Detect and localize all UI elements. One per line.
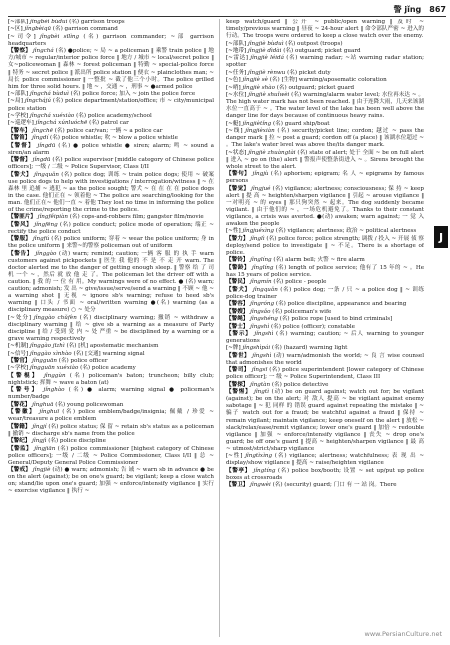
entry-headword: [~水位] [226, 92, 247, 99]
entry-headword: 【警力】 [226, 235, 249, 242]
entry-headword: 【警徽】 [8, 409, 37, 416]
entry-definition: (名) garrison troops [69, 19, 125, 25]
entry-definition: (名) vigilance; alertness; watchfulness; 表 现 出 ~ display/show vigilance ‖ 提高 ~ raise/heighten vigilance [226, 453, 424, 467]
entry-headword: 【警亭】 [226, 467, 252, 474]
entry-pinyin: jǐngbèiqū [24, 26, 52, 33]
entry-pinyin: jǐnghào [43, 387, 65, 394]
entry-headword: [~任务] [226, 69, 247, 76]
dictionary-entry [226, 382, 424, 389]
entry-pinyin: jǐngjiè sè [242, 77, 268, 84]
entry-pinyin: jǐnggào xìnhào [30, 350, 72, 357]
entry-headword: [~部队] [8, 19, 29, 25]
entry-definition: (名) police department/station/office; 市 ~ city/municipal police station [8, 98, 214, 112]
dictionary-entry [226, 77, 424, 84]
dictionary-entry [226, 309, 424, 316]
entry-headword: 【警世】 [226, 352, 251, 359]
dictionary-entry [226, 331, 424, 345]
entry-headword: 【警察】 [8, 48, 31, 55]
entry-pinyin: jǐngjù [252, 171, 269, 178]
right-column [226, 19, 424, 637]
entry-definition: (名) ●police; ~ 局 ~ a policeman ‖ 乘警 train police ‖ 地方/城市 ~ regular/interior police force ‖ 地方 / 城市 ~ local/secret police ‖ 女~policewoman ‖ 森林 ~ forest policeman ‖ 特勤 ~ special-police force ‖ 特务 ~ secret police ‖ 派出所 police station ‖ 便衣 ~ plainclothes man; ~ 局长 police commissioner ‖ 一整批 ~ 截了他三个小时。The police grilled him for three solid hours. ‖ 地 ~ ，交通 ~ ，刑事 ~ ●armed police [8, 48, 214, 90]
entry-headword: 【警犬】 [226, 286, 251, 293]
entry-headword: [~色] [226, 77, 241, 84]
entry-headword: 【警督】 [8, 157, 31, 164]
entry-definition: (名) police academy/school [76, 112, 152, 119]
page-number: 867 [429, 4, 446, 14]
dictionary-entry [8, 351, 214, 358]
dictionary-entry [8, 446, 214, 467]
dictionary-entry [226, 70, 424, 77]
entry-headword: 【警卫】 [226, 482, 249, 489]
entry-definition: (名) disciplinary warning; 撤销 ~ withdraw a disciplinary warning ‖ 给 ~ give sb a warning as a measure of Party discipline ‖ 给 / 受到 党 内 ~ 处 严重 ~ be disciplined by a warning or a grave warning respectively [8, 314, 214, 342]
entry-headword: 【警觉】 [226, 185, 250, 192]
entry-pinyin: jǐngshì [254, 331, 274, 337]
entry-pinyin: jǐngjué [251, 185, 271, 192]
entry-headword: [~线] [226, 128, 243, 135]
entry-pinyin: jǐnglì [250, 235, 265, 242]
entry-definition: (名) police - people [273, 279, 327, 286]
dictionary-entry [226, 41, 424, 48]
entry-headword: 【警车】 [8, 127, 31, 134]
dictionary-entry [8, 373, 214, 387]
entry-definition: (名) [机] apostematic mechanism [66, 343, 159, 350]
entry-definition: (名) police emblem/badge/insignia; 佩戴 / 珍爱 ~ wear/treasure a police emblem [8, 409, 214, 423]
dictionary-entry [8, 19, 214, 26]
entry-pinyin: jǐngshì [250, 323, 270, 330]
entry-definition: (名) ● alarm; warning signal ● policeman's number/badge [8, 387, 214, 401]
dictionary-entry [226, 279, 424, 286]
watermark: www.PersianCulture.net [364, 630, 442, 638]
entry-definition: (名) vigilance; alertness; 政治 ~ political alertness [275, 228, 417, 235]
entry-headword: 【警司】 [226, 367, 250, 374]
entry-headword: [~信号] [8, 350, 29, 357]
entry-headword: [~部队] [226, 40, 247, 47]
dictionary-entry [8, 251, 214, 314]
dictionary-entry [8, 365, 214, 372]
entry-definition: (名) patrol car [89, 120, 129, 127]
dictionary-entry [226, 265, 424, 279]
entry-definition: (动) warn/admonish the world; ~ 良 言 wise counsel that admonishes the world [226, 352, 424, 366]
entry-definition: (名) outpost (troops) [285, 40, 343, 47]
entry-headword: [~性] [226, 228, 241, 235]
dictionary-entry [226, 316, 424, 323]
entry-definition: (名) policeman's baton; truncheon; billy club; nightstick; 挥舞 ~ wave a baton (at) [8, 372, 214, 386]
entry-pinyin: jǐngjiè rènwu [248, 69, 286, 76]
entry-definition: (名) cops-and-robbers film; gangster film/movie [69, 214, 204, 221]
entry-definition: (名) picket duty [287, 69, 331, 76]
entry-definition: (名) police force; 加入 ~ join the police force [70, 91, 196, 98]
entry-pinyin: jǐngfú [32, 236, 50, 243]
entry-pinyin: jǐnggào jīzhì [30, 343, 65, 350]
dictionary-entry [226, 48, 424, 55]
entry-pinyin: jǐngróng [250, 301, 275, 308]
dictionary-entry [226, 389, 424, 452]
entry-headword: [~哨] [226, 84, 241, 91]
entry-definition: (名) outguard; picket guard [276, 84, 355, 91]
entry-headword: 【警告】 [8, 250, 33, 257]
entry-definition: (名) police whistle; 吹 ~ blow a police whistle [50, 135, 178, 142]
entry-pinyin: jǐngchá [32, 48, 54, 55]
entry-headword: [~学校] [8, 365, 29, 372]
dictionary-entry [8, 128, 214, 135]
entry-pinyin: jǐngdū [32, 157, 51, 164]
entry-headword: [~局] [8, 98, 23, 105]
entry-definition: (名) police superintendent [lower category of Chinese police officer]; 一 级 ~ Police Superintendent, Class III [226, 367, 424, 381]
entry-headword: [~部队] [8, 91, 29, 98]
entry-pinyin: jǐngguān xuéxiào [30, 365, 79, 372]
dictionary-entry [8, 402, 214, 409]
dictionary-entry [226, 121, 424, 128]
entry-definition: (名) police detective [271, 381, 329, 388]
entry-headword: 【警戒】 [8, 467, 31, 474]
entry-definition: (名) length of police service; 他有了 15 年的 ~ 。He has 15 years of police service. [226, 264, 424, 278]
entry-pinyin: jǐnglíng [250, 257, 272, 264]
dictionary-entry [8, 343, 214, 350]
entry-pinyin: jǐngchájú [24, 98, 51, 105]
dictionary-entry [8, 172, 214, 214]
entry-definition: (名) security/picket line; cordon; 越过 ~ pass the danger mark ‖ 拉 ~ post a guard; cordon off (a place) ‖ 该湖水位超过 ~ 。The lake's water level was above the/its danger mark. [226, 128, 424, 149]
entry-headword: 【警官】 [8, 358, 31, 365]
entry-headword: 【警民】 [226, 279, 249, 286]
entry-definition: (名) police rope [used to bind criminals] [279, 316, 393, 323]
entry-pinyin: jǐngbèi bùduì [30, 19, 68, 25]
dictionary-entry [8, 157, 214, 171]
dictionary-entry [226, 345, 424, 352]
dictionary-entry [8, 467, 214, 495]
entry-definition: (名) police uniform; 穿着 ~ wear the police uniform; 身 in the police uniform ‖ 来警~的警察 policeman out of uniform [8, 236, 214, 250]
dictionary-entry [8, 48, 214, 90]
entry-pinyin: jǐngsī [251, 367, 268, 374]
entry-pinyin: jǐngfěipiàn [37, 214, 68, 221]
entry-pinyin: jǐngtíng [253, 467, 276, 474]
entry-headword: [~艇] [226, 120, 241, 127]
entry-headword: 【警笛】 [8, 135, 31, 142]
entry-definition: (名) policeman's wife [272, 308, 332, 315]
dictionary-entry [226, 287, 424, 301]
entry-pinyin: jǐngchá xúnluóchē [35, 120, 88, 127]
dictionary-entry [226, 482, 424, 489]
entry-headword: [~雷达] [226, 55, 248, 62]
entry-headword: [~机制] [8, 343, 29, 350]
entry-headword: 【警纪】 [8, 438, 31, 445]
entry-pinyin: jǐngtì [254, 389, 269, 396]
entry-pinyin: jǐngchá xuéxiào [30, 112, 75, 119]
entry-pinyin: jǐnggào [35, 250, 57, 257]
dictionary-entry [8, 236, 214, 250]
entry-headword: 【警惕】 [226, 389, 252, 396]
entry-pinyin: jǐngdū [37, 142, 56, 149]
dictionary-entry [8, 358, 214, 365]
entry-pinyin: jǐngbèi sīlìng [40, 33, 80, 40]
dictionary-entry [226, 367, 424, 381]
entry-pinyin: jǐngfēng [34, 221, 58, 228]
dictionary-entry [8, 438, 214, 445]
entry-definition: (名) police academy [80, 365, 136, 372]
entry-pinyin: jǐngjí [32, 423, 47, 430]
entry-pinyin: jǐngjièxiàn [245, 128, 275, 135]
entry-pinyin: jǐngjiè bùduì [248, 40, 284, 47]
entry-definition: (名) young policewoman [55, 401, 124, 408]
entry-headword: 【警容】 [226, 301, 249, 308]
entry-definition: keep watch/guard ‖ 公开 ~ public/open warning ‖ 及时 ~ timely/previous warning ‖ 昼夜 ~ 24-hour alert ‖ 命令部队严密 ~ 进入的行动。The troops were ordered to keep a close watch over the enemy. [226, 19, 424, 40]
entry-headword: 【警风】 [8, 221, 33, 228]
entry-definition: (名) aphorism; epigram; 名 人 ~ epigrams by famous persons [226, 171, 424, 185]
entry-pinyin: jǐngchē [32, 127, 53, 134]
dictionary-entry [226, 468, 424, 482]
dictionary-entry [226, 55, 424, 69]
entry-pinyin: jǐngquǎn [253, 286, 278, 293]
entry-pinyin: jǐngwèi [250, 482, 271, 489]
entry-pinyin: jǐngguān [32, 358, 57, 365]
dictionary-entry [8, 113, 214, 120]
entry-definition: (名) police supervisor [middle category of Chinese police officers]; 一级 / 二级 ~ Police Supervisor, Class I/II [8, 157, 214, 171]
entry-pinyin: jǐngshìpái [242, 345, 271, 352]
entry-headword: 【警嫂】 [226, 308, 249, 315]
left-column [8, 19, 214, 637]
dictionary-entry [8, 135, 214, 142]
entry-definition: (名) police discipline, appearance and bearing [275, 301, 407, 308]
entry-pinyin: jǐngdí [32, 135, 49, 142]
dictionary-entry [8, 120, 214, 127]
entry-headword: 【警号】 [8, 387, 40, 394]
dictionary-entry [226, 236, 424, 257]
dictionary-entry [226, 128, 424, 149]
entry-headword: [~巡逻车] [8, 120, 34, 127]
entry-definition: (名) (hazard) warning light [271, 345, 348, 352]
entry-headword: 【警龄】 [226, 264, 250, 271]
entry-headword: [~区] [8, 26, 23, 33]
entry-pinyin: jǐngjuéxìng [242, 228, 274, 235]
entry-definition: (名) warning radar; ~站 warning radar station; spotter [226, 55, 424, 69]
entry-definition: (名) outguard; picket guard [283, 47, 361, 54]
entry-headword: 【警花】 [8, 401, 31, 408]
entry-definition: (名) police dog; 一条 / 只 ~ a police dog ‖ ~ 训练 police-dog trainer [226, 286, 424, 300]
entry-headword: 【警督】 [8, 142, 35, 149]
dictionary-entry [226, 85, 424, 92]
entry-definition: (名) police status; 保 留 ~ retain sb's status as a policeman ‖ 撤销 ~ discharge sb's name from the police [8, 423, 214, 437]
entry-pinyin: jǐngjiè shào [242, 84, 275, 91]
entry-definition: (名) warning/alarm water level; 水位再未达 ~ 。The high water mark has not been reached. ‖ 由于连降大雨，几天来该湖水位一直高于 ~ 。The water level of the lake has been well above the danger line for days because of continuous heavy rains. [226, 92, 424, 120]
entry-definition: (名) state of alert; 处于 全面 ~ be on full alert ‖ 进入 ~ go on (the) alert ‖ 警报声使整条街进入 ~ 。Sirens brought the whole street to the alert. [226, 149, 424, 170]
entry-headword: 【警句】 [226, 171, 251, 178]
entry-headword: [~牌] [226, 345, 241, 352]
entry-definition: (名) ● police whistle ● siren; alarm; 鸣 ~ sound a siren/an alarm [8, 142, 214, 156]
entry-definition: (名) garrison commander; ~部 garrison headquarters [8, 33, 214, 47]
entry-pinyin: jǐngshì [252, 352, 272, 359]
entry-pinyin: jǐngjiè dìdài [248, 47, 282, 54]
dictionary-entry [226, 150, 424, 171]
entry-headword: [~处分] [8, 314, 32, 321]
dictionary-entry [8, 315, 214, 343]
entry-headword: [~司令] [8, 33, 36, 40]
entry-pinyin: jǐngjiètǐng [242, 120, 272, 127]
entry-pinyin: jǐngjì [32, 438, 47, 445]
entry-definition: (名) police force; police strength; 调拨 / 投入 ~ 开展 侦 察 deploy/send police to investigate ‖ ~ 不足。There is a shortage of police. [226, 235, 424, 256]
entry-pinyin: jǐngjiè [32, 467, 51, 474]
letter-thumb-tab[interactable]: J [434, 226, 448, 248]
entry-pinyin: jǐnghuī [39, 409, 60, 416]
entry-pinyin: jǐngjiè zhuàngtài [248, 149, 296, 156]
entry-pinyin: jǐngsǎo [250, 308, 271, 315]
dictionary-entry [226, 171, 424, 185]
entry-headword: 【警棍】 [8, 372, 40, 379]
dictionary-entry [8, 26, 214, 33]
entry-pinyin: jǐngtìxìng [245, 453, 273, 460]
dictionary-entry [8, 214, 214, 221]
entry-definition: (名) [交通] warning signal [73, 350, 145, 357]
entry-headword: 【警绳】 [226, 316, 249, 323]
entry-definition: (名) police commissioner [highest category of Chinese police officers]; 一级 / 二级 ~ Police Commissioner, Class I/II ‖ 总 ~ General/Deputy General Police Commissioner [8, 445, 214, 466]
entry-definition: (名) police car/van; 一辆 ~ a police car [54, 127, 163, 134]
entry-pinyin: jǐnglíng [252, 264, 274, 271]
dictionary-entry [8, 409, 214, 423]
entry-headword: 【警犬】 [8, 171, 32, 178]
dictionary-entry [226, 453, 424, 467]
entry-definition: (名) police dog; 训练 ~ train police dogs; 使用 ~ 破案 use police dogs to help with investigations / interrogation/witness ‖ ~ 在 森林 里 追捕 ~ 逃犯 ~ as the police sought; 警犬 ~ 在 在 在 在 police dogs in the case. 他们正在 ~ 领着他 ~ The police are searching/looking for the man. 他们正在~ 他们一直 ~ 着他 They lost no time in informing the police of the crime/reporting the crime to the police. [8, 171, 214, 213]
entry-pinyin: jǐngjiè léidá [250, 55, 284, 62]
entry-definition: (名) warning; caution; ~ 后人 warning to younger generations [226, 331, 424, 345]
entry-headword: 【警示】 [226, 331, 252, 337]
dictionary-entry [8, 98, 214, 112]
entry-pinyin: jǐnghuā [32, 401, 54, 408]
entry-definition: (名) (security) guard; 门口 有 一 站 岗。There [272, 482, 397, 489]
entry-definition: (名) police box/booth; 设置 ~ set up/put up police boxes at crossroads [226, 467, 424, 481]
dictionary-entry [226, 186, 424, 228]
entry-headword: [~性] [226, 453, 243, 460]
dictionary-entry [226, 353, 424, 367]
dictionary-entry [8, 34, 214, 48]
entry-definition: (名) police officer [58, 358, 108, 365]
entry-headword: [~地带] [226, 47, 247, 54]
dictionary-entry [8, 424, 214, 438]
entry-headword: 【警士】 [226, 323, 249, 330]
dictionary-entry [226, 301, 424, 308]
entry-headword: [~状态] [226, 149, 247, 156]
dictionary-entry [226, 228, 424, 235]
entry-pinyin: jǐngshéng [250, 316, 278, 323]
entry-pinyin: jǐngchá bùduì [30, 91, 69, 98]
entry-pinyin: jǐnggùn [44, 372, 66, 379]
entry-headword: 【警匪片】 [8, 214, 36, 221]
entry-definition: (名) guard ship/boat [272, 120, 330, 127]
dictionary-entry [226, 19, 424, 40]
entry-definition: (名) police discipline [48, 438, 106, 445]
entry-pinyin: jǐngmín [250, 279, 272, 286]
entry-headword: 【警铃】 [226, 257, 249, 264]
column-divider [219, 19, 220, 637]
entry-headword: 【警服】 [8, 236, 31, 243]
entry-definition: (名) vigilance; alertness; consciousness; 保 持 ~ keep alert ‖ 提 高 ~ heighten/sharpen vigilance ‖ 引起 ~ arouse vigilance ‖ 一对明亮 ~ 的 eyes ‖ 那只狗突然 ~ 起来。The dog suddenly became vigilant. ‖ 由于他们的 ~ ，一场危机避免了。Thanks to their constant vigilance, a crisis was averted. ●(动) awaken; warn against; 一 觉 入 awaken the people [226, 185, 424, 227]
dictionary-entry [226, 257, 424, 264]
entry-pinyin: jǐngquǎn [34, 171, 59, 178]
entry-pinyin: jǐngjiè shuǐwèi [248, 92, 290, 99]
dictionary-entry [8, 387, 214, 401]
entry-definition: (动) ● warn; admonish; 告 诫 ~ warn sb in advance ● be on the alert (against); be on one's guard; be vigilant; keep a close watch on; stand/lie upon one's guard; 加强 ~ enforce/intensify vigilance ‖ 实行 ~ exercise vigilance ‖ 执行 ~ [8, 467, 214, 495]
header-headword: 警 jǐng [393, 4, 422, 14]
dictionary-entry [226, 324, 424, 331]
entry-definition: (名) [生物] warning/aposematic coloration [269, 77, 387, 84]
entry-definition: (动) warn; remind; caution; 一辆 客 服 的 执 手 warn customers against pickpockets ‖ 医生 我 他的 不 是 不 走 开 warn. The doctor alerted me to the danger of getting enough sleep. ‖ 警察 给 了 司机 一个 ~ ，然后 就 放 他 走 了。The policeman let the driver off with a caution. ‖ 我 的 一 位 有 用。My warnings were of no effect. ● (名) warn; caution; admonish; 发 出 ~ give/issue/serve/send a warning ‖ 不顾 ~ 他 ~ a warning shot ‖ 无视 ~ ignore sb's warning; refuse to heed sb's warning ‖ 口头 / 书面 ~ oral/written warning ●(名) warning (as a disciplinary measure) ○ ~ 处分 [8, 250, 214, 314]
entry-headword: [~学校] [8, 112, 29, 119]
entry-pinyin: jǐngtàn [250, 381, 271, 388]
entry-definition: (名) police conduct; police mode of operation; 端正 ~ rectify the police conduct [8, 221, 214, 235]
entry-pinyin: jǐngjiān [34, 445, 56, 452]
entry-headword: 【警探】 [226, 381, 249, 388]
dictionary-entry [8, 222, 214, 236]
entry-definition: (动) be on guard against; watch out for; be vigilant (against); be on the alert; 对 敌人 提高 ~ be vigilant against enemy sabotage ‖ ~ 犯 同样 的 错误 guard against repeating the mistake ‖ ~ 骗子 watch out for a fraud; be watchful against a fraud ‖ 保持 ~ remain vigilant; maintain vigilance; keep oneself on the alert ‖ 放松 ~ slack/relax/ease/remit vigilance; lower one's guard ‖ 加倍 ~ redouble vigilance ‖ 加强 ~ enforce/intensify vigilance ‖ 丧失 ~ drop one's guard; be off one's guard ‖ 提高 ~ heighten/sharpen vigilance ‖ 最 高 ~ utmost/strict/sharp vigilance [226, 389, 424, 452]
running-header [8, 2, 446, 17]
entry-pinyin: jǐnggào chǔfèn [33, 314, 77, 321]
entry-definition: (名) garrison command [52, 26, 118, 33]
entry-definition: (名) alarm bell; 火警 ~ fire alarm [273, 257, 365, 264]
dictionary-entry [8, 143, 214, 157]
entry-definition: (名) police (officer); constable [270, 323, 355, 330]
dictionary-entry [226, 92, 424, 120]
entry-headword: 【警籍】 [8, 423, 31, 430]
entry-headword: 【警监】 [8, 445, 33, 452]
